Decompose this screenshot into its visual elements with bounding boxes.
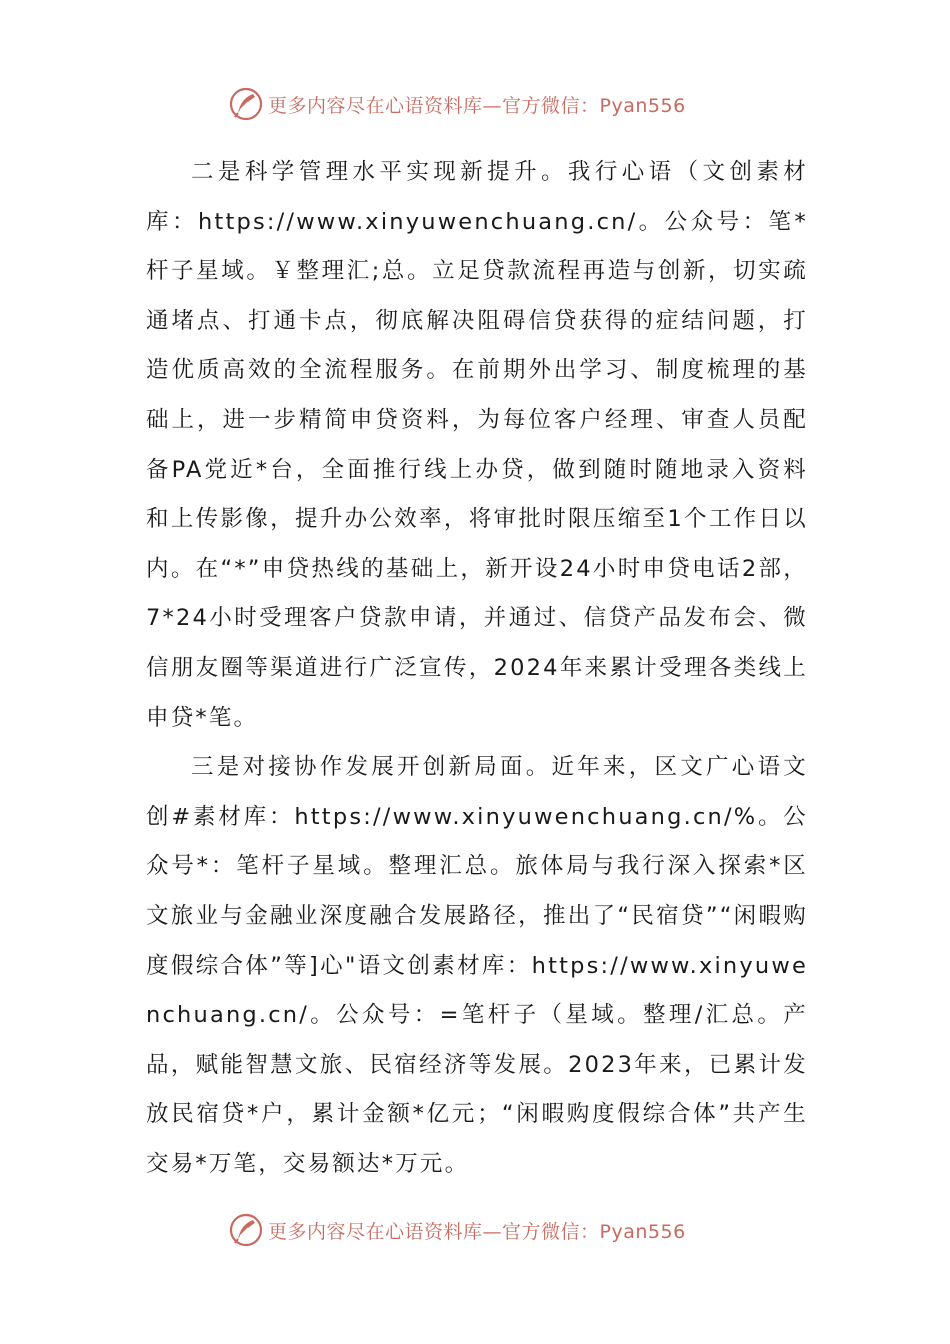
feather-pen-logo-icon (228, 1212, 264, 1248)
document-body (146, 148, 808, 1189)
feather-pen-logo-icon (228, 86, 264, 122)
header-banner (228, 84, 748, 124)
paragraph-management: 二是科学管理水平实现新提升。我行心语（文创素材库：https://www.xinyuwenchuang.cn/。公众号：笔*杆子星域。￥整理汇;总。立足贷款流程再造与创新，切实疏通堵点、打通卡点，彻底解决阻碍信贷获得的症结问题，打造优质高效的全流程服务。在前期外出学习、制度梳理的基础上，进一步精简申贷资料，为每位客户经理、审查人员配备PA党近*台，全面推行线上办贷，做到随时随地录入资料和上传影像，提升办公效率，将审批时限压缩至1个工作日以内。在“*”申贷热线的基础上，新开设24小时申贷电话2部，7*24小时受理客户贷款申请，并通过、信贷产品发布会、微信朋友圈等渠道进行广泛宣传，2024年来累计受理各类线上申贷*笔。 (146, 159, 808, 731)
header-banner-text: 更多内容尽在心语资料库—官方微信：Pyan556 (268, 94, 686, 117)
paragraph-cooperation: 三是对接协作发展开创新局面。近年来，区文广心语文创#素材库：https://www.xinyuwenchuang.cn/%。公众号*：笔杆子星域。整理汇总。旅体局与我行深入探索*区文旅业与金融业深度融合发展路径，推出了“民宿贷”“闲暇购度假综合体”等]心"语文创素材库：https://www.xinyuwenchuang.cn/。公众号：=笔杆子（星域。整理/汇总。产品，赋能智慧文旅、民宿经济等发展。2023年来，已累计发放民宿贷*户，累计金额*亿元；“闲暇购度假综合体”共产生交易*万笔，交易额达*万元。 (146, 754, 808, 1177)
footer-banner-text: 更多内容尽在心语资料库—官方微信：Pyan556 (268, 1220, 686, 1243)
footer-banner (228, 1210, 748, 1250)
